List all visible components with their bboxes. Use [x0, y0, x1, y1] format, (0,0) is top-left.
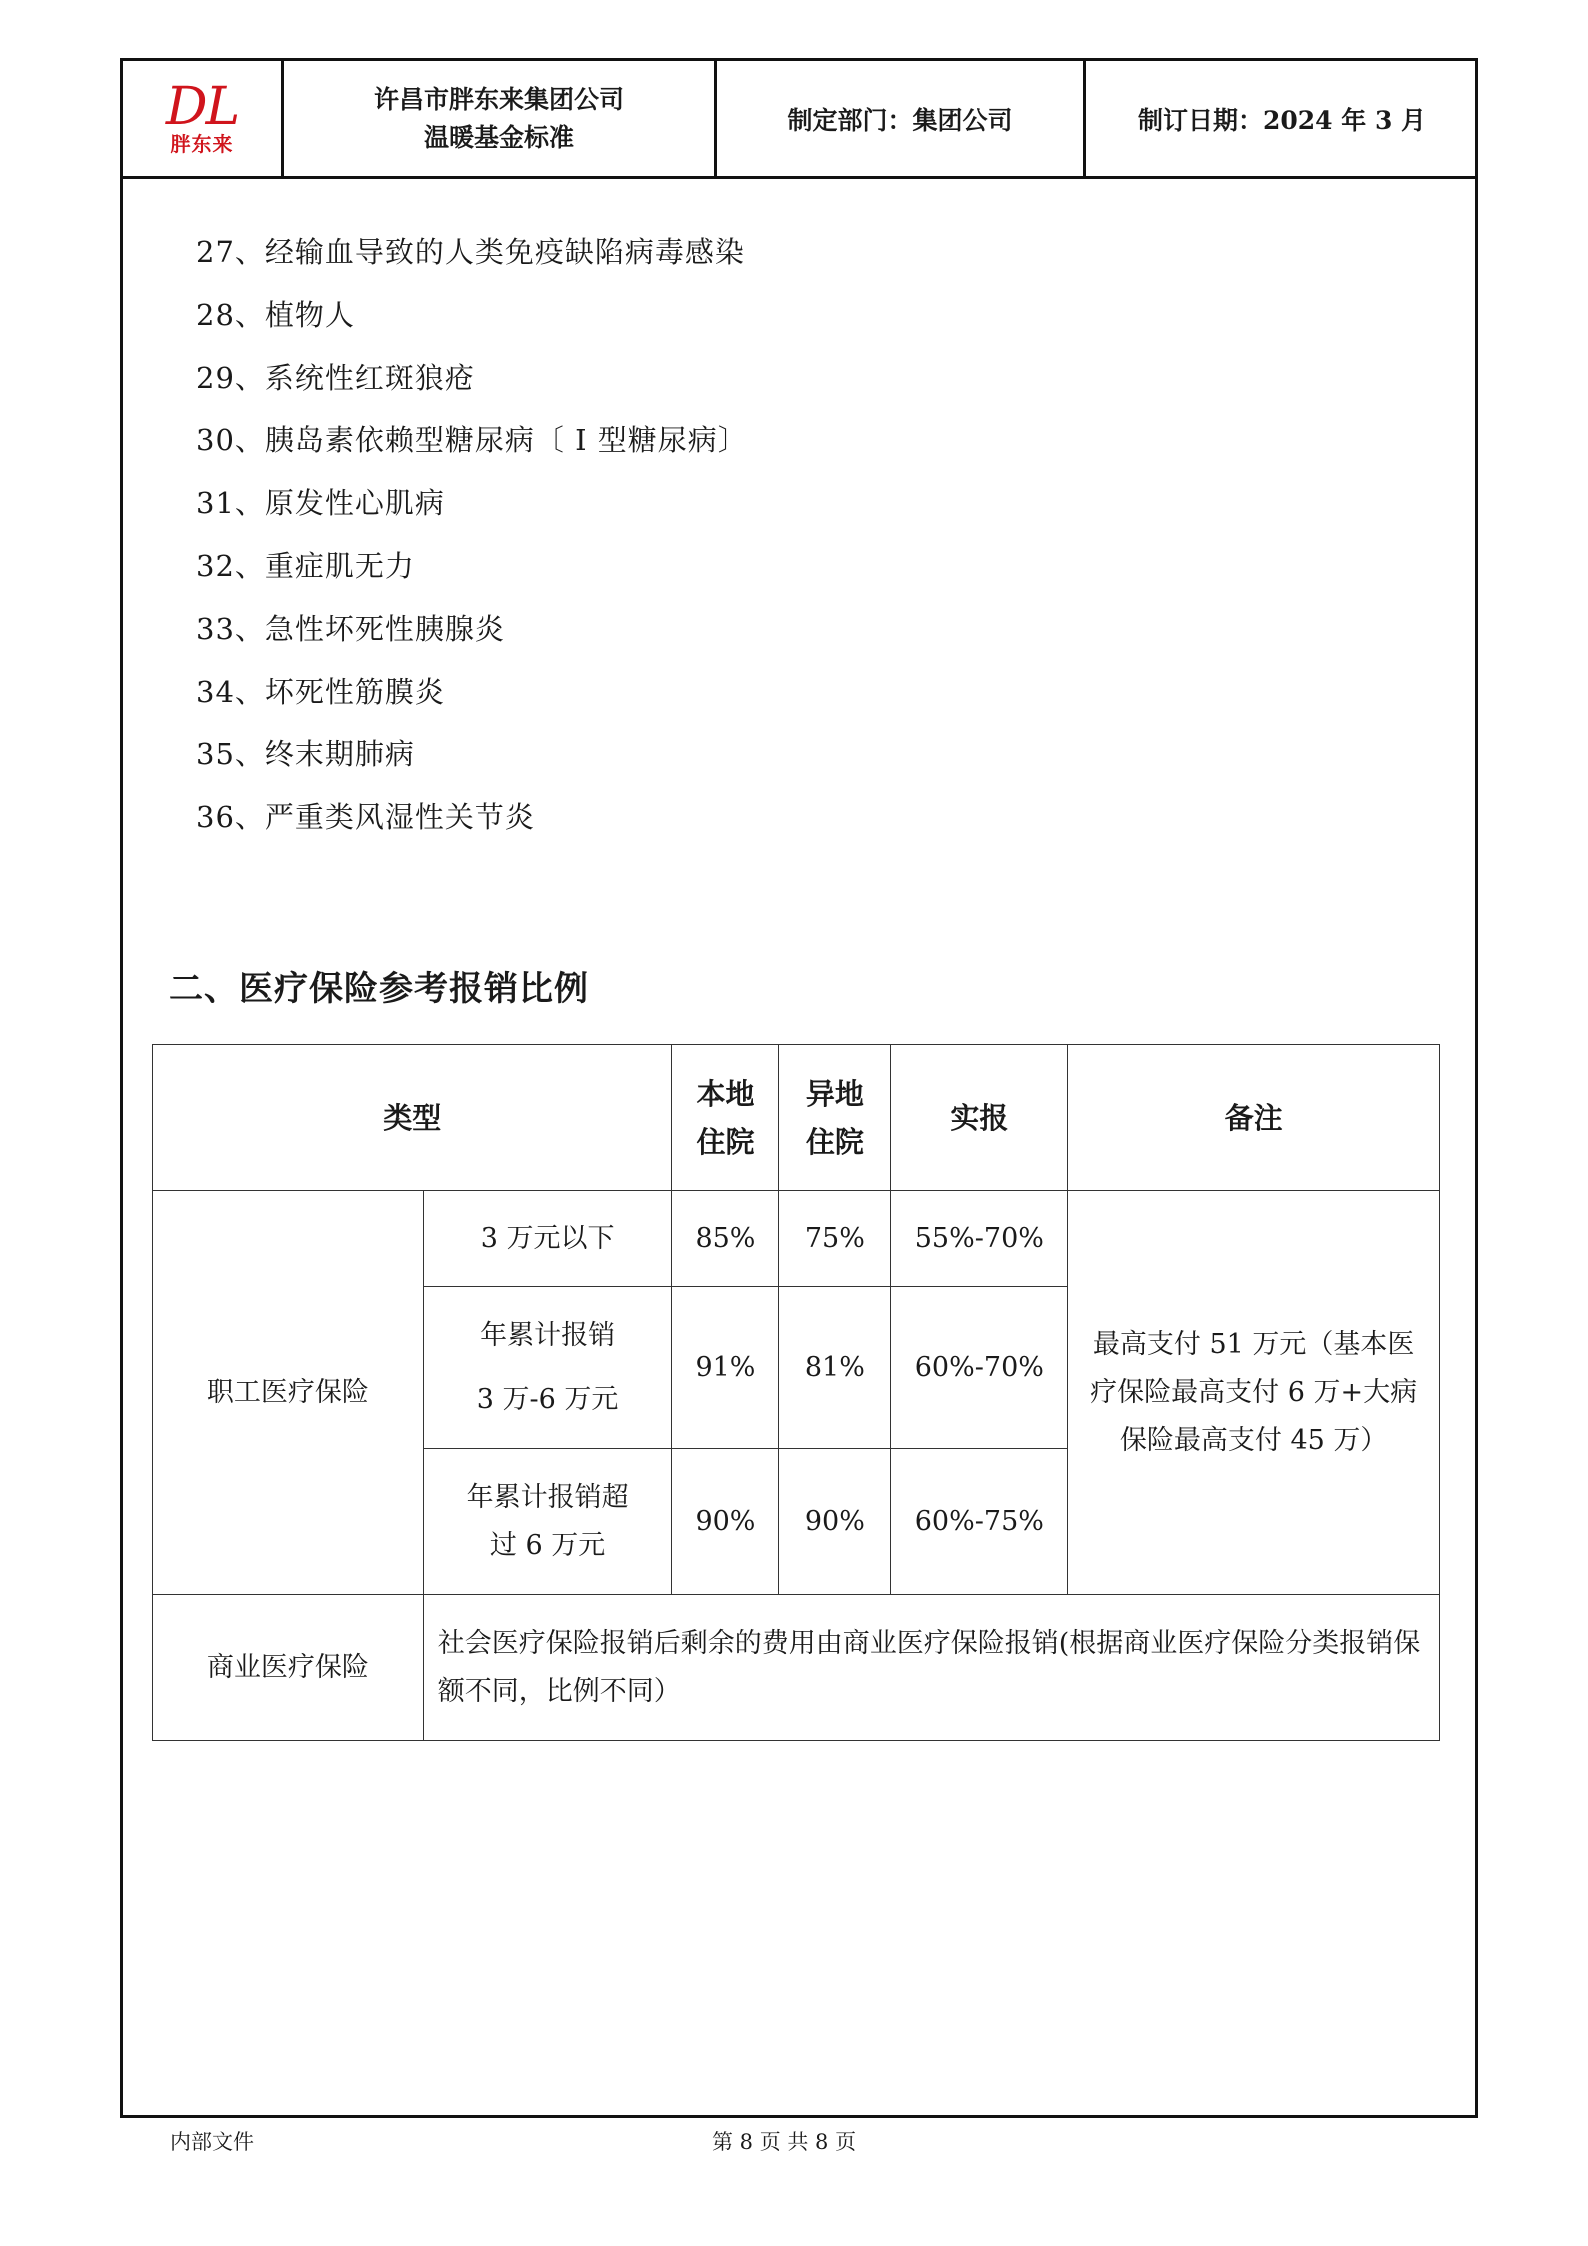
list-item: 29、系统性红斑狼疮	[196, 360, 475, 395]
department: 制定部门：集团公司	[787, 105, 1013, 135]
document-header	[123, 61, 1475, 179]
table-row	[153, 1191, 1440, 1287]
header-actual: 实报	[891, 1045, 1068, 1191]
list-item: 36、严重类风湿性关节炎	[196, 800, 535, 835]
header-note: 备注	[1068, 1045, 1440, 1191]
local-cell: 91%	[672, 1287, 779, 1449]
list-item: 34、坏死性筋膜炎	[196, 674, 445, 709]
list-item: 31、原发性心肌病	[196, 486, 445, 521]
section-title: 二、医疗保险参考报销比例	[169, 969, 589, 1009]
note-cell: 最高支付 51 万元（基本医疗保险最高支付 6 万+大病保险最高支付 45 万）	[1068, 1191, 1440, 1595]
list-item: 28、植物人	[196, 297, 355, 332]
list-item: 32、重症肌无力	[196, 548, 415, 583]
remote-cell: 75%	[779, 1191, 891, 1287]
actual-cell: 55%-70%	[891, 1191, 1068, 1287]
header-title	[284, 61, 714, 176]
table-header-row	[153, 1045, 1440, 1191]
commercial-insurance-description: 社会医疗保险报销后剩余的费用由商业医疗保险报销(根据商业医疗保险分类报销保额不同，比例不同）	[423, 1595, 1439, 1741]
company-name: 许昌市胖东来集团公司	[373, 84, 624, 114]
list-item: 33、急性坏死性胰腺炎	[196, 611, 505, 646]
tier-cell: 年累计报销超 过 6 万元	[423, 1449, 672, 1595]
revision-date: 制订日期：2024 年 3 月	[1137, 105, 1427, 135]
header-local: 本地 住院	[672, 1045, 779, 1191]
logo-name: 胖东来	[170, 131, 234, 156]
actual-cell: 60%-75%	[891, 1449, 1068, 1595]
page-number: 第 8 页 共 8 页	[712, 2130, 857, 2154]
table-row	[153, 1595, 1440, 1741]
logo-mark: DL	[165, 76, 239, 137]
list-item: 30、胰岛素依赖型糖尿病〔 I 型糖尿病〕	[196, 423, 748, 458]
remote-cell: 81%	[779, 1287, 891, 1449]
actual-cell: 60%-70%	[891, 1287, 1068, 1449]
disease-list	[196, 221, 748, 849]
tier-cell: 3 万元以下	[423, 1191, 672, 1287]
reimbursement-table	[152, 1044, 1440, 1741]
header-remote: 异地 住院	[779, 1045, 891, 1191]
header-type: 类型	[153, 1045, 672, 1191]
local-cell: 90%	[672, 1449, 779, 1595]
remote-cell: 90%	[779, 1449, 891, 1595]
document-title: 温暖基金标准	[423, 122, 574, 152]
company-logo	[123, 61, 281, 176]
page-frame	[120, 58, 1478, 2118]
tier-cell: 年累计报销 3 万-6 万元	[423, 1287, 672, 1449]
group-employee-insurance: 职工医疗保险	[153, 1191, 424, 1595]
list-item: 27、经输血导致的人类免疫缺陷病毒感染	[196, 235, 745, 269]
list-item: 35、终末期肺病	[196, 737, 415, 772]
footer-internal-label: 内部文件	[170, 2130, 254, 2154]
group-commercial-insurance: 商业医疗保险	[153, 1595, 424, 1741]
local-cell: 85%	[672, 1191, 779, 1287]
